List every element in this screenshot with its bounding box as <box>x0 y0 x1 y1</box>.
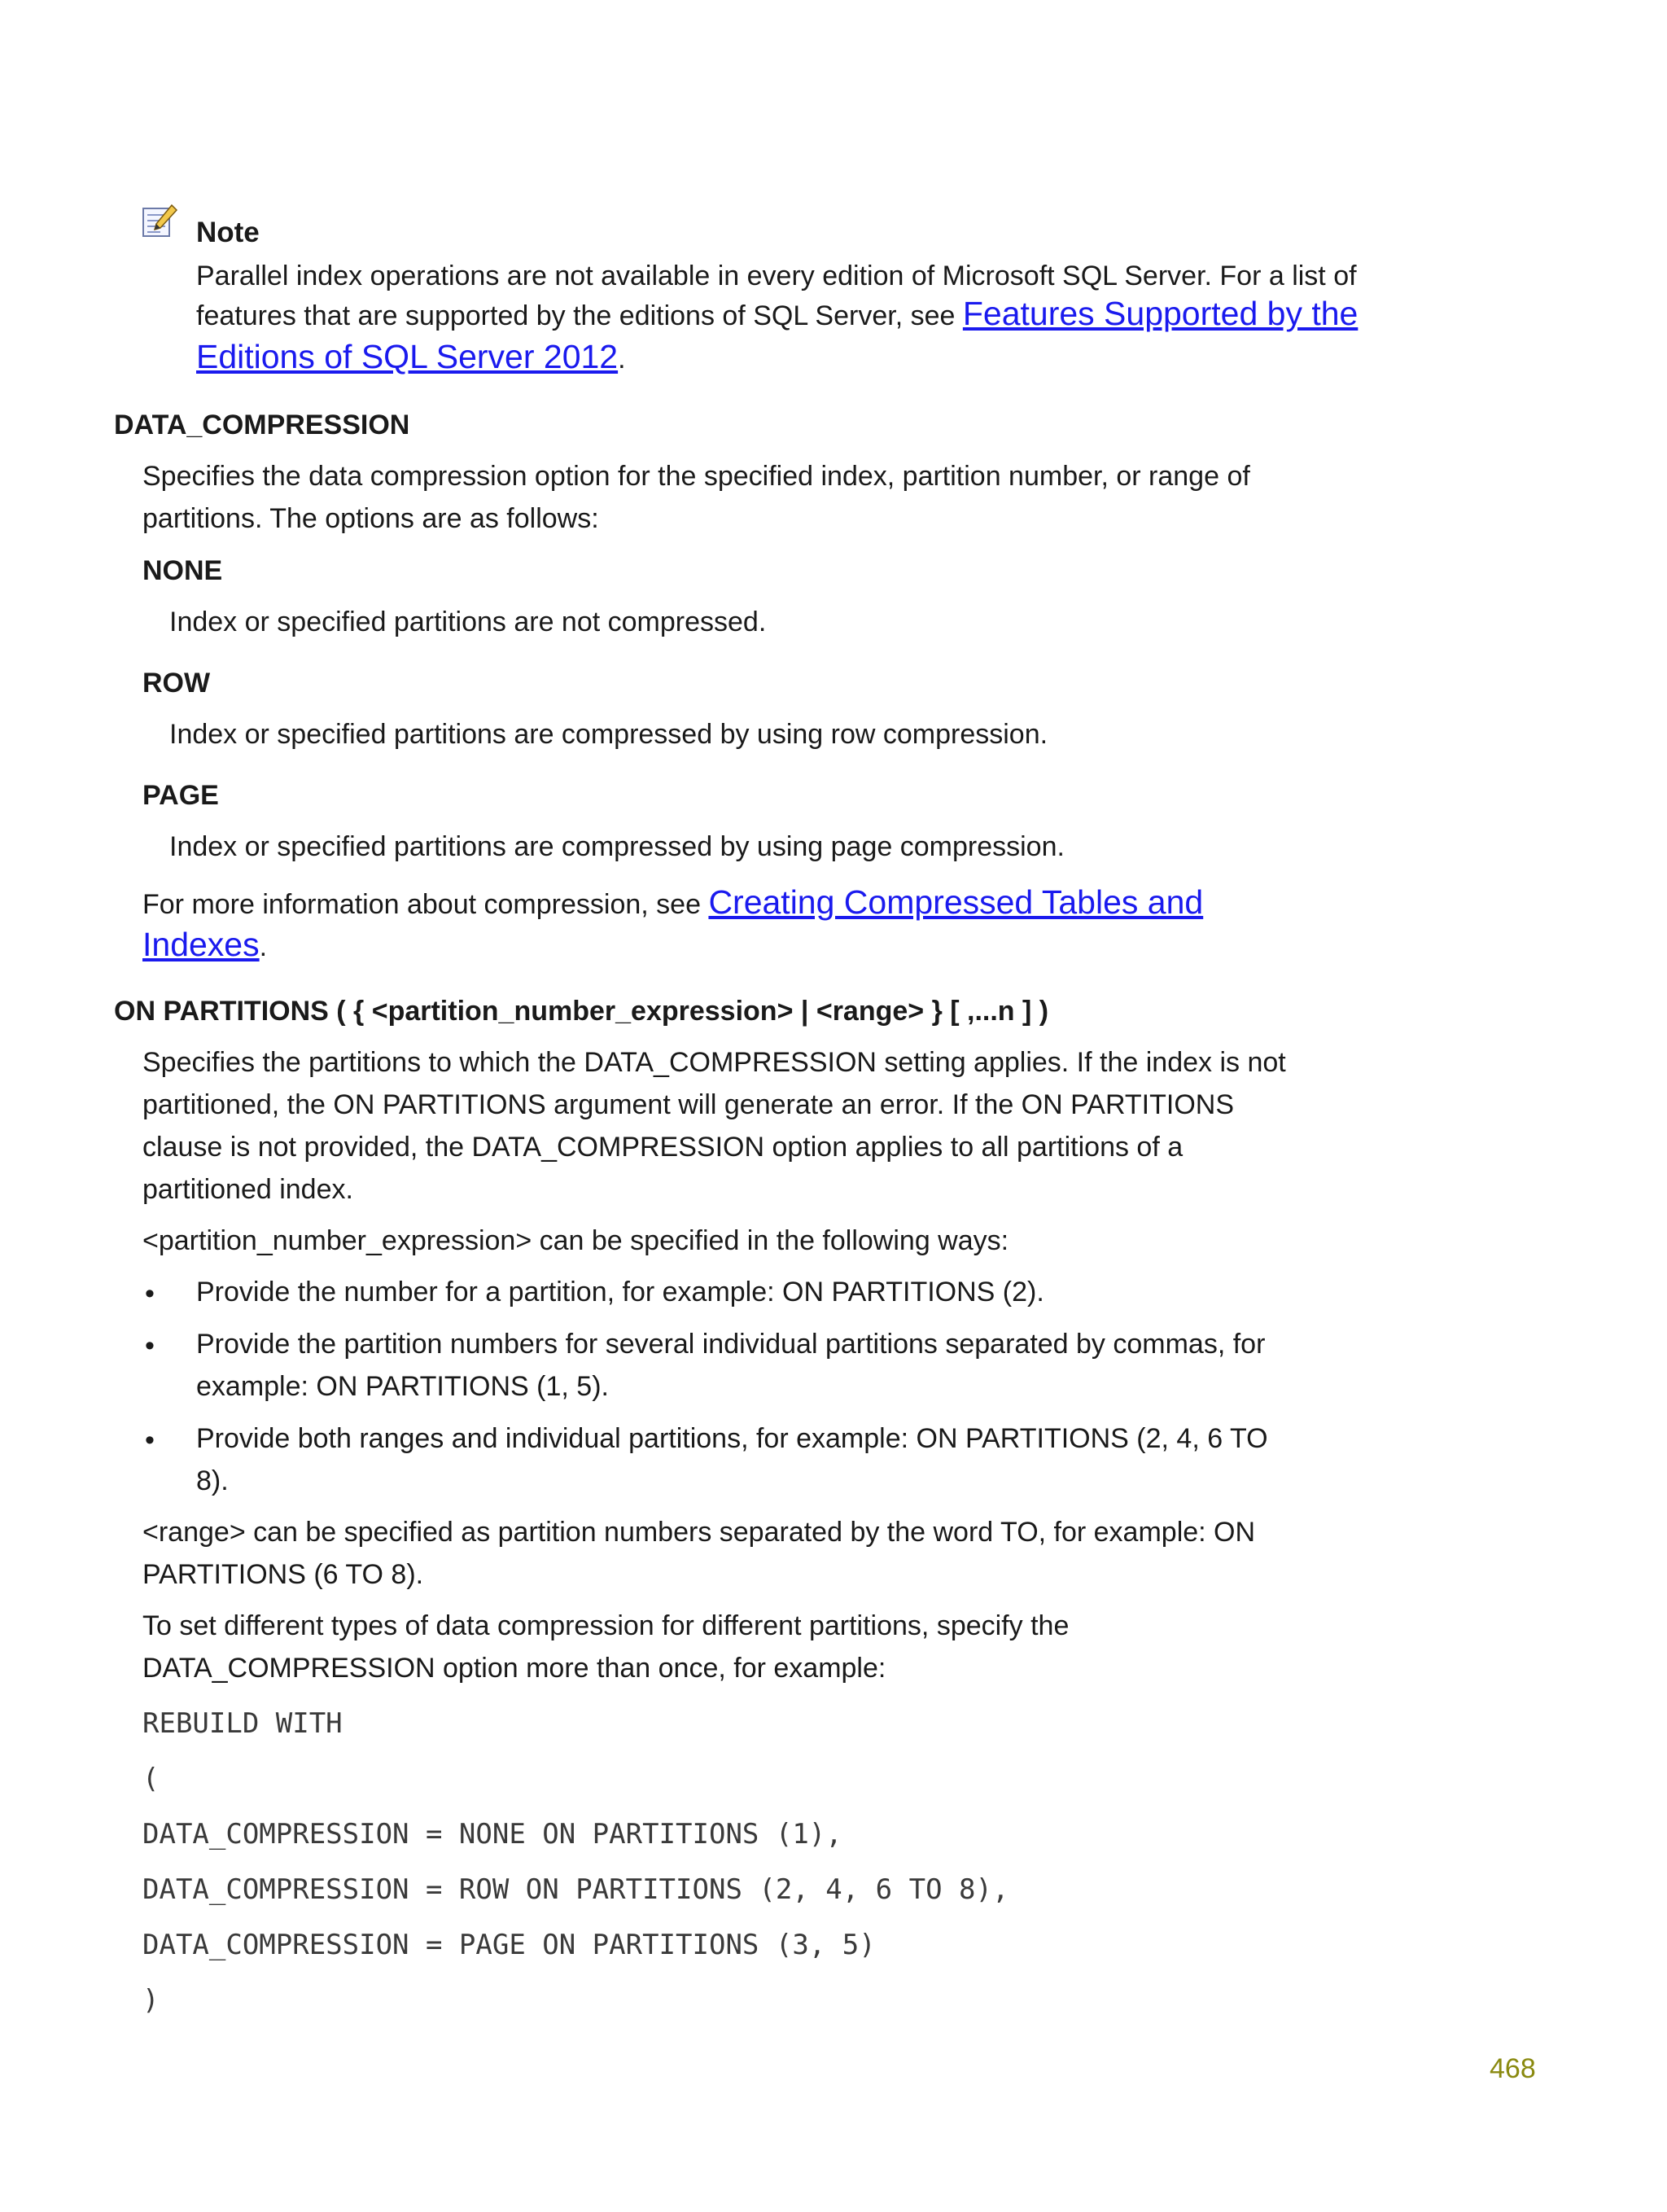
on-partitions-desc-1: Specifies the partitions to which the DATA_COMPRESSION setting applies. If the index is not <box>142 1047 1286 1078</box>
compressed-tables-link-continued[interactable]: Indexes <box>142 926 260 963</box>
option-page-name: PAGE <box>142 780 219 811</box>
types-line-1: To set different types of data compression for different partitions, specify the <box>142 1610 1070 1641</box>
note-text-line-1: Parallel index operations are not available in every edition of Microsoft SQL Server. For a list of <box>196 261 1357 291</box>
more-info-suffix: . <box>259 931 268 962</box>
types-line-2: DATA_COMPRESSION option more than once, for example: <box>142 1653 886 1684</box>
bullet-dot: • <box>145 1278 155 1309</box>
note-text-line-2 <box>196 295 1358 333</box>
bullet-2-line-1: Provide the partition numbers for several individual partitions separated by commas, for <box>196 1329 1266 1360</box>
more-info-line-1 <box>142 883 1203 922</box>
on-partitions-desc-2: partitioned, the ON PARTITIONS argument will generate an error. If the ON PARTITIONS <box>142 1089 1235 1120</box>
option-page-desc: Index or specified partitions are compressed by using page compression. <box>169 831 1065 862</box>
more-info-prefix: For more information about compression, see <box>142 889 709 920</box>
on-partitions-desc-4: partitioned index. <box>142 1174 353 1205</box>
compressed-tables-link[interactable]: Creating Compressed Tables and <box>708 883 1204 921</box>
bullet-3-line-2: 8). <box>196 1465 229 1496</box>
code-line-6: ) <box>142 1984 160 2017</box>
code-line-5: DATA_COMPRESSION = PAGE ON PARTITIONS (3, 5) <box>142 1929 876 1961</box>
range-line-2: PARTITIONS (6 TO 8). <box>142 1559 424 1590</box>
bullet-dot: • <box>145 1330 155 1361</box>
note-text-line-3 <box>196 338 626 376</box>
bullet-dot: • <box>145 1425 155 1456</box>
code-line-1: REBUILD WITH <box>142 1707 343 1740</box>
on-partitions-heading: ON PARTITIONS ( { <partition_number_expression> | <range> } [ ,...n ] ) <box>114 996 1049 1027</box>
option-row-name: ROW <box>142 668 211 699</box>
on-partitions-desc-3: clause is not provided, the DATA_COMPRESSION option applies to all partitions of a <box>142 1132 1184 1163</box>
more-info-line-2 <box>142 926 267 964</box>
expr-intro: <partition_number_expression> can be specified in the following ways: <box>142 1225 1009 1256</box>
note-icon <box>141 204 178 239</box>
note-text-prefix: features that are supported by the editions of SQL Server, see <box>196 300 963 331</box>
features-supported-link-continued[interactable]: Editions of SQL Server 2012 <box>196 338 619 375</box>
code-line-3: DATA_COMPRESSION = NONE ON PARTITIONS (1), <box>142 1818 842 1851</box>
features-supported-link[interactable]: Features Supported by the <box>962 295 1359 332</box>
range-line-1: <range> can be specified as partition numbers separated by the word TO, for example: ON <box>142 1517 1256 1548</box>
option-none-name: NONE <box>142 555 223 586</box>
page-number: 468 <box>1490 2053 1536 2084</box>
data-compression-desc-2: partitions. The options are as follows: <box>142 503 599 534</box>
code-line-4: DATA_COMPRESSION = ROW ON PARTITIONS (2, 4, 6 TO 8), <box>142 1873 1009 1906</box>
bullet-3-line-1: Provide both ranges and individual partitions, for example: ON PARTITIONS (2, 4, 6 TO <box>196 1423 1268 1454</box>
data-compression-heading: DATA_COMPRESSION <box>114 410 410 440</box>
data-compression-desc-1: Specifies the data compression option for the specified index, partition number, or range of <box>142 461 1250 492</box>
bullet-1-line-1: Provide the number for a partition, for example: ON PARTITIONS (2). <box>196 1277 1044 1307</box>
bullet-2-line-2: example: ON PARTITIONS (1, 5). <box>196 1371 609 1402</box>
code-line-2: ( <box>142 1763 160 1795</box>
option-none-desc: Index or specified partitions are not compressed. <box>169 607 767 637</box>
option-row-desc: Index or specified partitions are compressed by using row compression. <box>169 719 1048 750</box>
note-link-suffix: . <box>618 344 626 375</box>
note-title: Note <box>196 217 260 248</box>
